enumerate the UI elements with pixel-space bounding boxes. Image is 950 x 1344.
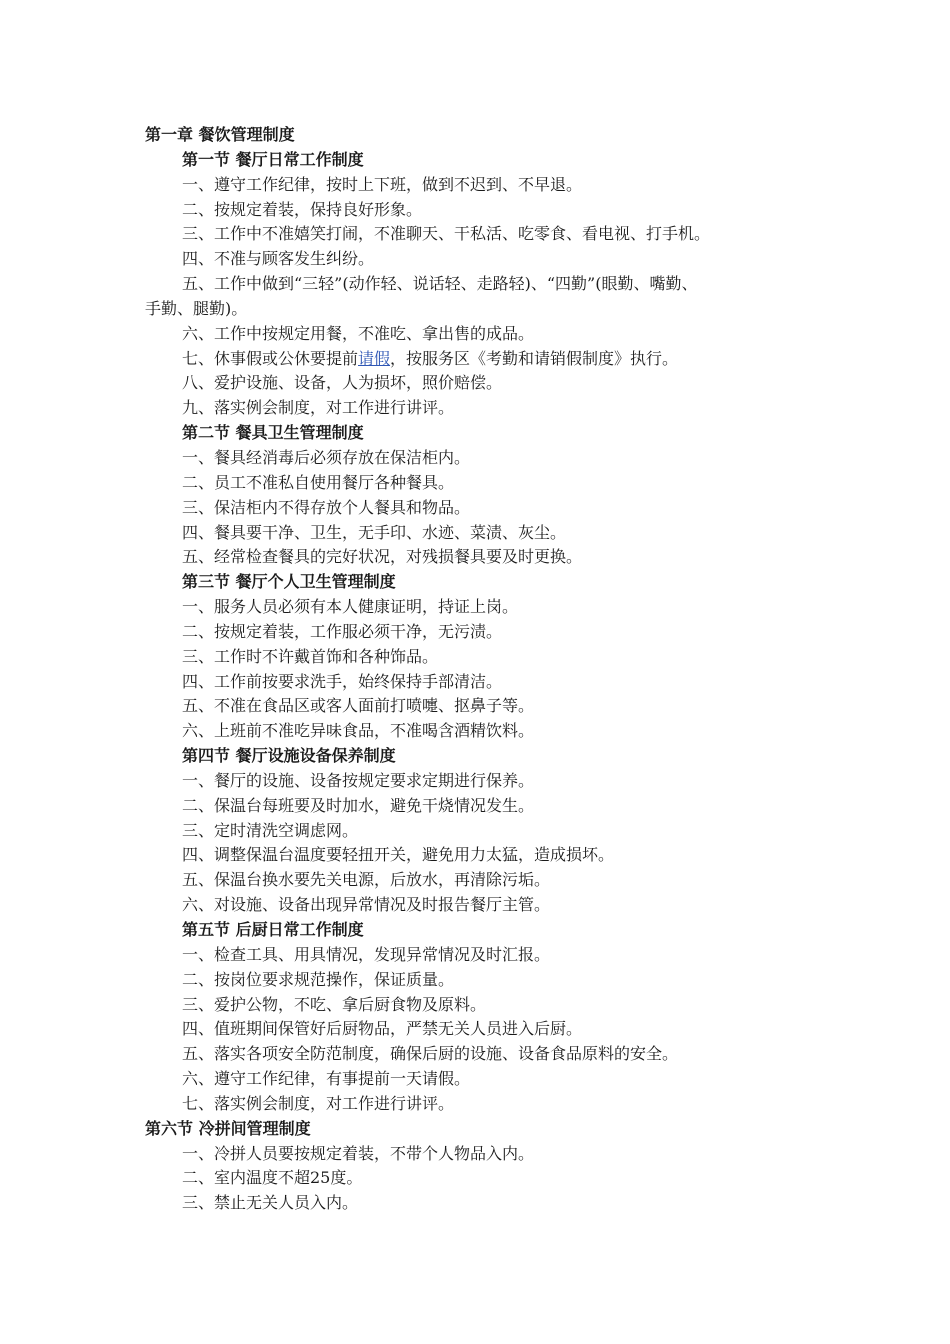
list-item-text: ，按服务区《考勤和请销假制度》执行。 (390, 348, 679, 368)
list-item: 五、工作中做到“三轻”(动作轻、说话轻、走路轻)、“四勤”(眼勤、嘴勤、 (182, 274, 698, 294)
list-item: 七、落实例会制度，对工作进行讲评。 (182, 1093, 455, 1113)
list-item: 六、遵守工作纪律，有事提前一天请假。 (182, 1069, 471, 1089)
list-item: 八、爱护设施、设备，人为损坏，照价赔偿。 (182, 373, 503, 393)
section-title: 第一节 餐厅日常工作制度 (182, 149, 364, 169)
list-item (145, 347, 825, 372)
list-item: 一、遵守工作纪律，按时上下班，做到不迟到、不早退。 (182, 174, 583, 194)
section-title: 第六节 冷拼间管理制度 (145, 1118, 311, 1138)
list-item: 二、室内温度不超25度。 (182, 1168, 363, 1188)
list-item: 五、落实各项安全防范制度，确保后厨的设施、设备食品原料的安全。 (182, 1044, 679, 1064)
list-item: 一、餐厅的设施、设备按规定要求定期进行保养。 (182, 770, 535, 790)
list-item: 三、工作时不许戴首饰和各种饰品。 (182, 646, 439, 666)
list-item: 三、定时清洗空调虑网。 (182, 820, 359, 840)
list-item: 二、按规定着装，保持良好形象。 (182, 199, 423, 219)
list-item: 四、工作前按要求洗手，始终保持手部清洁。 (182, 671, 503, 691)
list-item: 三、禁止无关人员入内。 (182, 1193, 359, 1213)
list-item: 四、餐具要干净、卫生，无手印、水迹、菜渍、灰尘。 (182, 522, 567, 542)
list-item: 四、值班期间保管好后厨物品，严禁无关人员进入后厨。 (182, 1019, 583, 1039)
list-item: 一、检查工具、用具情况，发现异常情况及时汇报。 (182, 944, 551, 964)
list-item: 三、工作中不准嬉笑打闹，不准聊天、干私活、吃零食、看电视、打手机。 (182, 224, 711, 244)
list-item: 六、上班前不准吃异味食品，不准喝含酒精饮料。 (182, 721, 535, 741)
list-item: 六、对设施、设备出现异常情况及时报告餐厅主管。 (182, 895, 551, 915)
section-title: 第四节 餐厅设施设备保养制度 (182, 746, 396, 766)
list-item: 三、保洁柜内不得存放个人餐具和物品。 (182, 497, 471, 517)
section-title: 第二节 餐具卫生管理制度 (182, 423, 364, 443)
list-item: 二、按岗位要求规范操作，保证质量。 (182, 969, 455, 989)
list-item: 一、餐具经消毒后必须存放在保洁柜内。 (182, 447, 471, 467)
list-item: 一、冷拼人员要按规定着装，不带个人物品入内。 (182, 1143, 535, 1163)
list-item: 一、服务人员必须有本人健康证明，持证上岗。 (182, 597, 519, 617)
list-item-continuation: 手勤、腿勤)。 (145, 298, 248, 318)
list-item: 五、保温台换水要先关电源，后放水，再清除污垢。 (182, 870, 551, 890)
list-item-text: 七、休事假或公休要提前 (182, 348, 359, 368)
list-item: 五、经常检查餐具的完好状况，对残损餐具要及时更换。 (182, 547, 583, 567)
document-body (145, 123, 825, 1216)
list-item: 三、爱护公物，不吃、拿后厨食物及原料。 (182, 994, 487, 1014)
list-item: 六、工作中按规定用餐，不准吃、拿出售的成品。 (182, 323, 535, 343)
list-item: 二、按规定着装，工作服必须干净，无污渍。 (182, 621, 503, 641)
list-item: 五、不准在食品区或客人面前打喷嚏、抠鼻子等。 (182, 696, 535, 716)
section-title: 第五节 后厨日常工作制度 (182, 920, 364, 939)
list-item: 二、员工不准私自使用餐厅各种餐具。 (182, 472, 455, 492)
leave-request-link[interactable]: 请假 (358, 348, 391, 368)
chapter-title: 第一章 餐饮管理制度 (145, 125, 295, 144)
list-item: 九、落实例会制度，对工作进行讲评。 (182, 398, 455, 418)
section-title: 第三节 餐厅个人卫生管理制度 (182, 572, 396, 592)
list-item: 四、不准与顾客发生纠纷。 (182, 249, 375, 269)
list-item: 二、保温台每班要及时加水，避免干烧情况发生。 (182, 795, 535, 815)
list-item: 四、调整保温台温度要轻扭开关，避免用力太猛，造成损坏。 (182, 845, 615, 865)
